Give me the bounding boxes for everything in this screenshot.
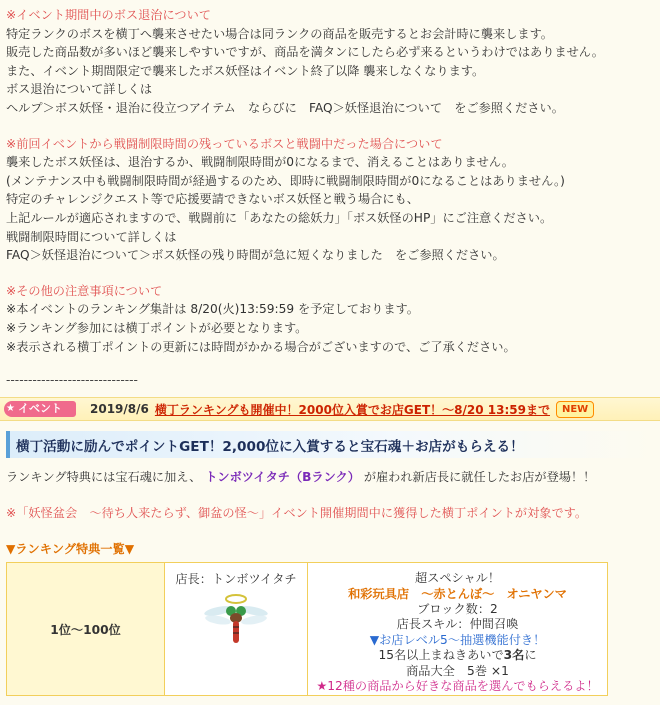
manager-cell bbox=[165, 563, 308, 696]
store-level-note: ▼お店レベル5～抽選機能付き！ bbox=[369, 632, 546, 647]
other-section bbox=[6, 282, 654, 356]
text-line: 襲来したボス妖怪は、退治するか、戦闘制限時間が0になるまで、消えることはありません。 bbox=[6, 155, 514, 170]
section-title: ※イベント期間中のボス退治について bbox=[6, 8, 211, 22]
text-line: 上記ルールが適応されますので、戦闘前に「あなたの総妖力」「ボス妖怪のHP」にご注意ください。 bbox=[6, 210, 553, 225]
news-link[interactable]: 横丁ランキングも開催中！2000位入賞でお店GET！～8/20 13:59まで bbox=[154, 402, 550, 417]
text-line: また、イベント期間限定で襲来したボス妖怪はイベント終了以降 襲来しなくなります。 bbox=[6, 63, 485, 78]
maneki-post: に bbox=[524, 648, 537, 663]
intro-before: ランキング特典には宝石魂に加え、 bbox=[6, 470, 202, 485]
battle-section bbox=[6, 135, 654, 265]
text-line: 特定ランクのボスを横丁へ襲来させたい場合は同ランクの商品を販売するとお会計時に襲来します。 bbox=[6, 26, 553, 41]
rank-range: 1位～100位 bbox=[7, 563, 165, 696]
maneki-count: 3名 bbox=[503, 648, 525, 663]
news-header bbox=[0, 397, 660, 421]
block-count: ブロック数：2 bbox=[417, 601, 498, 616]
choose-note: ★12種の商品から好きな商品を選んでもらえるよ！ bbox=[316, 678, 599, 693]
section-title: ※前回イベントから戦闘制限時間の残っているボスと戦闘中だった場合について bbox=[6, 136, 443, 151]
text-line: ヘルプ＞ボス妖怪・退治に役立つアイテム ならびに FAQ＞妖怪退治について をご参照ください。 bbox=[6, 100, 564, 115]
text-line: ※本イベントのランキング集計は 8/20(火)13:59:59 を予定しております。 bbox=[6, 302, 419, 317]
event-tag-label: イベント bbox=[18, 402, 62, 416]
ranking-body bbox=[0, 468, 660, 696]
manager-label: 店長：トンボツイタチ bbox=[175, 572, 297, 587]
reward-details bbox=[308, 563, 608, 696]
news-date: 2019/8/6 bbox=[90, 402, 149, 417]
store-name: 和彩玩具店 ～赤とんぼ～ オニヤンマ bbox=[348, 586, 567, 601]
text-line: ボス退治について詳しくは bbox=[6, 82, 153, 97]
section-title: ※その他の注意事項について bbox=[6, 283, 163, 298]
maneki-note bbox=[309, 648, 606, 663]
notice-text: ※「妖怪盆会 ～待ち人来たらず、御盆の怪～」イベント開催期間中に獲得した横丁ポイントが対象です。 bbox=[6, 506, 588, 521]
ranking-title: ▼ランキング特典一覧▼ bbox=[6, 542, 135, 557]
intro-text bbox=[6, 468, 654, 486]
text-line: FAQ＞妖怪退治について＞ボス妖怪の残り時間が急に短くなりました をご参照ください。 bbox=[6, 248, 505, 263]
text-line: (メンテナンス中も戦闘制限時間が経過するのため、即時に戦闘制限時間が0になることはありません。) bbox=[6, 173, 565, 188]
super-label: 超スペシャル！ bbox=[414, 571, 501, 586]
star-icon: ★ bbox=[6, 403, 15, 415]
ranking-table bbox=[6, 562, 608, 696]
dragonfly-icon bbox=[204, 587, 268, 647]
goods-reward: 商品大全 5巻 ×1 bbox=[406, 663, 509, 678]
intro-after: が雇われ新店長に就任したお店が登場！！ bbox=[363, 470, 596, 485]
text-line: 特定のチャレンジクエスト等で応援要請できないボス妖怪と戦う場合にも、 bbox=[6, 192, 419, 207]
intro-highlight: トンボツイタチ（Bランク） bbox=[205, 470, 360, 485]
text-line: ※表示される横丁ポイントの更新には時間がかかる場合がございますので、ご了承ください。 bbox=[6, 339, 516, 354]
text-line: 販売した商品数が多いほど襲来しやすいですが、商品を満タンにしたら必ず来るというわけではありません。 bbox=[6, 45, 604, 60]
boss-section bbox=[6, 6, 654, 118]
table-row bbox=[7, 563, 608, 696]
event-tag bbox=[4, 401, 76, 417]
text-line: 戦闘制限時間について詳しくは bbox=[6, 229, 177, 244]
text-line: ※ランキング参加には横丁ポイントが必要となります。 bbox=[6, 320, 308, 335]
manager-skill: 店長スキル：仲間召喚 bbox=[396, 617, 519, 632]
new-badge: NEW bbox=[556, 401, 594, 418]
campaign-banner: 横丁活動に励んでポイントGET！2,000位に入賞すると宝石魂＋お店がもらえる！ bbox=[6, 431, 654, 458]
divider: ------------------------------ bbox=[6, 373, 138, 388]
maneki-pre: 15名以上まねきあいで bbox=[378, 648, 504, 663]
